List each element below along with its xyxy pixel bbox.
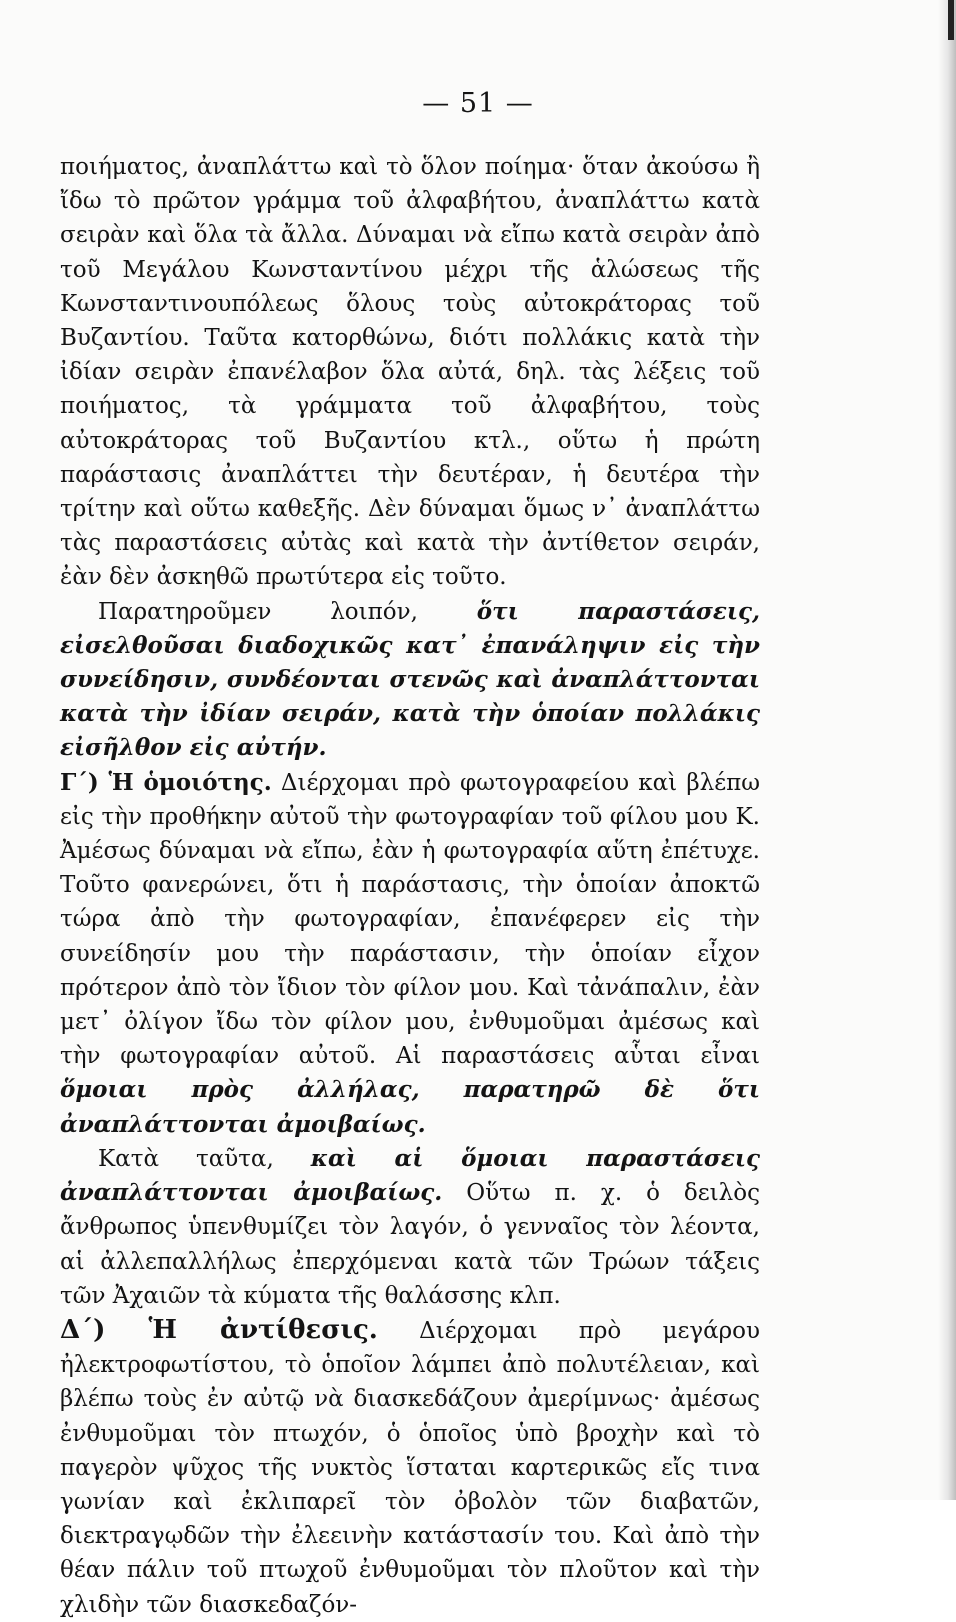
paragraph-3: [60, 766, 760, 1142]
section-heading-similarity: Γ΄) Ἡ ὁμοιότης.: [60, 768, 272, 796]
paragraph-3-text: Διέρχομαι πρὸ φωτογραφείου καὶ βλέπω εἰς τὴν προθήκην αὐτοῦ τὴν φωτογραφίαν τοῦ φίλου μου Κ. Ἀμέσως δύναμαι νὰ εἴπω, ἐὰν ἡ φωτογραφία αὕτη ἐπέτυχε. Τοῦτο φανερώνει, ὅτι ἡ παράστασις, τὴν ὁποίαν ἀποκτῶ τώρα ἀπὸ τὴν φωτογραφίαν, ἐπανέφερεν εἰς τὴν συνείδησίν μου τὴν παράστασιν, τὴν ὁποίαν εἶχον πρότερον ἀπὸ τὸν ἴδιον τὸν φίλον μου. Καὶ τἀνάπαλιν, ἐὰν μετ᾿ ὀλίγον ἴδω τὸν φίλον μου, ἐνθυμοῦμαι ἀμέσως καὶ τὴν φωτογραφίαν αὐτοῦ. Αἱ παραστάσεις αὗται εἶναι: [60, 769, 760, 1070]
paragraph-2-lead: Παρατηροῦμεν λοιπόν,: [98, 598, 477, 625]
paragraph-5: [60, 1313, 760, 1622]
paragraph-2: [60, 595, 760, 766]
page-edge-shadow: [938, 0, 956, 1500]
paragraph-4-emphasis: καὶ αἱ ὅμοιαι παραστάσεις ἀναπλάττονται ἀμοιβαίως.: [60, 1144, 760, 1207]
paragraph-4: [60, 1142, 760, 1313]
page-number: — 51 —: [422, 88, 534, 119]
paragraph-1: ποιήματος, ἀναπλάττω καὶ τὸ ὅλον ποίημα· ὅταν ἀκούσω ἢ ἴδω τὸ πρῶτον γράμμα τοῦ ἀλφαβήτου, ἀναπλάττω κατὰ σειρὰν καὶ ὅλα τὰ ἄλλα. Δύναμαι νὰ εἴπω κατὰ σειρὰν ἀπὸ τοῦ Μεγάλου Κωνσταντίνου μέχρι τῆς ἁλώσεως τῆς Κωνσταντινουπόλεως ὅλους τοὺς αὐτοκράτορας τοῦ Βυζαντίου. Ταῦτα κατορθώνω, διότι πολλάκις κατὰ τὴν ἰδίαν σειρὰν ἐπανέλαβον ὅλα αὐτά, δηλ. τὰς λέξεις τοῦ ποιήματος, τὰ γράμματα τοῦ ἀλφαβήτου, τοὺς αὐτοκράτορας τοῦ Βυζαντίου κτλ., οὕτω ἡ πρώτη παράστασις ἀναπλάττει τὴν δευτέραν, ἡ δευτέρα τὴν τρίτην καὶ οὕτω καθεξῆς. Δὲν δύναμαι ὅμως ν᾿ ἀναπλάττω τὰς παραστάσεις αὐτὰς καὶ κατὰ τὴν ἀντίθετον σειράν, ἐὰν δὲν ἀσκηθῶ πρωτύτερα εἰς τοῦτο.: [60, 154, 760, 591]
scan-corner-mark: [948, 0, 954, 40]
paragraph-3-emphasis: ὅμοιαι πρὸς ἀλλήλας, παρατηρῶ δὲ ὅτι ἀναπλάττονται ἀμοιβαίως.: [60, 1076, 760, 1138]
paragraph-5-text: Διέρχομαι πρὸ μεγάρου ἠλεκτροφωτίστου, τὸ ὁποῖον λάμπει ἀπὸ πολυτέλειαν, καὶ βλέπω τοὺς ἐν αὐτῷ νὰ διασκεδάζουν ἀμερίμνως· ἀμέσως ἐνθυμοῦμαι τὸν πτωχόν, ὁ ὁποῖος ὑπὸ βροχὴν καὶ τὸ παγερὸν ψῦχος τῆς νυκτὸς ἵσταται καρτερικῶς εἴς τινα γωνίαν καὶ ἐκλιπαρεῖ τὸν ὀβολὸν τῶν διαβατῶν, διεκτραγῳδῶν τὴν ἐλεεινὴν κατάστασίν του. Καὶ ἀπὸ τὴν θέαν πάλιν τοῦ πτωχοῦ ἐνθυμοῦμαι τὸν πλοῦτον καὶ τὴν χλιδὴν τῶν διασκεδαζόν-: [60, 1317, 760, 1618]
paragraph-4-text: Οὕτω π. χ. ὁ δειλὸς ἄνθρωπος ὑπενθυμίζει τὸν λαγόν, ὁ γενναῖος τὸν λέοντα, αἱ ἀλλεπαλλήλως ἐπερχόμεναι κατὰ τῶν Τρώων τάξεις τῶν Ἀχαιῶν τὰ κύματα τῆς θαλάσσης κλπ.: [60, 1180, 760, 1309]
body-text: [60, 150, 760, 1622]
section-heading-contrast: Δ΄) Ἡ ἀντίθεσις.: [60, 1314, 378, 1345]
paragraph-2-emphasis: ὅτι παραστάσεις, εἰσελθοῦσαι διαδοχικῶς κατ᾿ ἐπανάληψιν εἰς τὴν συνείδησιν, συνδέονται στενῶς καὶ ἀναπλάττονται κατὰ τὴν ἰδίαν σειράν, κατὰ τὴν ὁποίαν πολλάκις εἰσῆλθον εἰς αὐτήν.: [60, 597, 760, 762]
paragraph-4-lead: Κατὰ ταῦτα,: [98, 1145, 311, 1172]
